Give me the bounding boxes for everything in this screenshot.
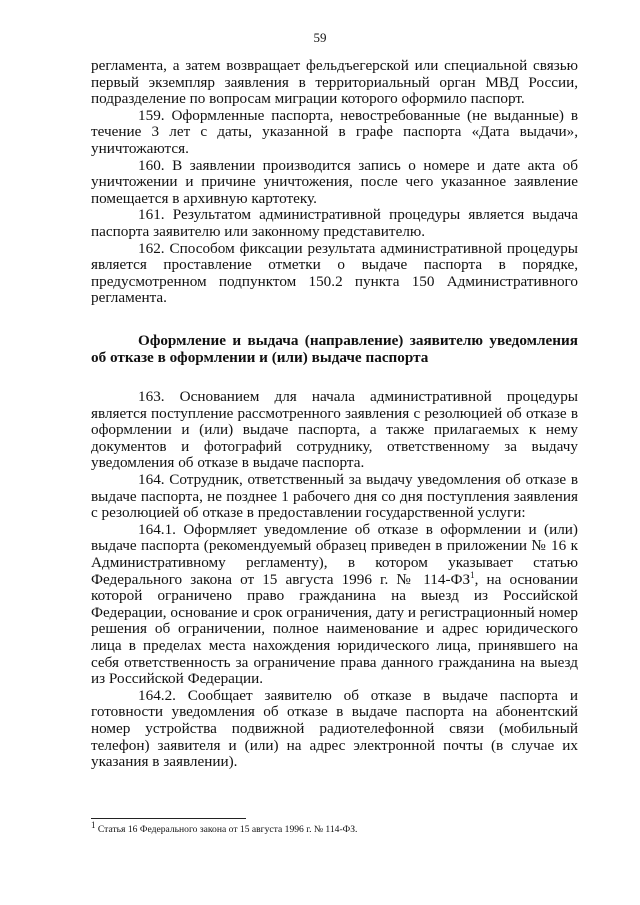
paragraph-162: 162. Способом фиксации результата административной процедуры является проставление отметки о выдаче паспорта в порядке, предусмотренном подпунктом 150.2 пункта 150 Административного регламента. xyxy=(91,239,578,307)
document-body xyxy=(91,58,578,771)
paragraph-continuation: регламента, а затем возвращает фельдъегерской или специальной связью первый экземпляр заявления в территориальный орган МВД России, подразделение по вопросам миграции которого оформило паспорт. xyxy=(91,57,578,108)
footnote-divider xyxy=(91,818,246,819)
footnote-mark: 1 xyxy=(91,819,96,830)
page-number: 59 xyxy=(313,30,327,45)
paragraph-164-1-text-a: 164.1. Оформляет уведомление об отказе в оформлении и (или) выдаче паспорта (рекомендуемый образец приведен в приложении № 16 к Административному регламенту), в котором указывает статью Федерального закона от 15 августа 1996 г. № 114-ФЗ xyxy=(91,520,578,588)
paragraph-164: 164. Сотрудник, ответственный за выдачу уведомления об отказе в выдаче паспорта, не позднее 1 рабочего дня со дня поступления заявления с резолюцией об отказе в предоставлении государственной услуги: xyxy=(91,471,578,522)
footnote-reference[interactable]: 1 xyxy=(470,569,475,580)
footnote xyxy=(91,819,578,835)
paragraph-159: 159. Оформленные паспорта, невостребованные (не выданные) в течение 3 лет с даты, указанной в графе паспорта «Дата выдачи», уничтожаются. xyxy=(91,106,578,157)
section-heading: Оформление и выдача (направление) заявителю уведомления об отказе в оформлении и (или) выдаче паспорта xyxy=(91,331,578,366)
paragraph-160: 160. В заявлении производится запись о номере и дате акта об уничтожении и причине уничтожения, после чего указанное заявление помещается в архивную картотеку. xyxy=(91,156,578,207)
footnote-text: Статья 16 Федерального закона от 15 августа 1996 г. № 114-ФЗ. xyxy=(95,824,358,835)
paragraph-164-1-text-b: , на основании которой ограничено право гражданина на выезд из Российской Федерации, основание и срок ограничения, дату и регистрационный номер решения об ограничении, полное наименование и адрес юридического лица в пределах места нахождения юридического лица, принявшего на себя ответственность за ограничение права данного гражданина на выезд из Российской Федерации. xyxy=(91,570,578,688)
paragraph-164-1 xyxy=(91,522,578,688)
paragraph-164-2: 164.2. Сообщает заявителю об отказе в выдаче паспорта и готовности уведомления об отказе в выдаче паспорта на абонентский номер устройства подвижной радиотелефонной связи (мобильный телефон) заявителя и (или) на адрес электронной почты (в случае их указания в заявлении). xyxy=(91,686,578,771)
paragraph-163: 163. Основанием для начала административной процедуры является поступление рассмотренного заявления с резолюцией об отказе в оформлении и (или) выдаче паспорта, а также прилагаемых к нему документов и фотографий сотруднику, ответственному за выдачу уведомления об отказе в выдаче паспорта. xyxy=(91,388,578,472)
paragraph-161: 161. Результатом административной процедуры является выдача паспорта заявителю или законному представителю. xyxy=(91,206,578,240)
